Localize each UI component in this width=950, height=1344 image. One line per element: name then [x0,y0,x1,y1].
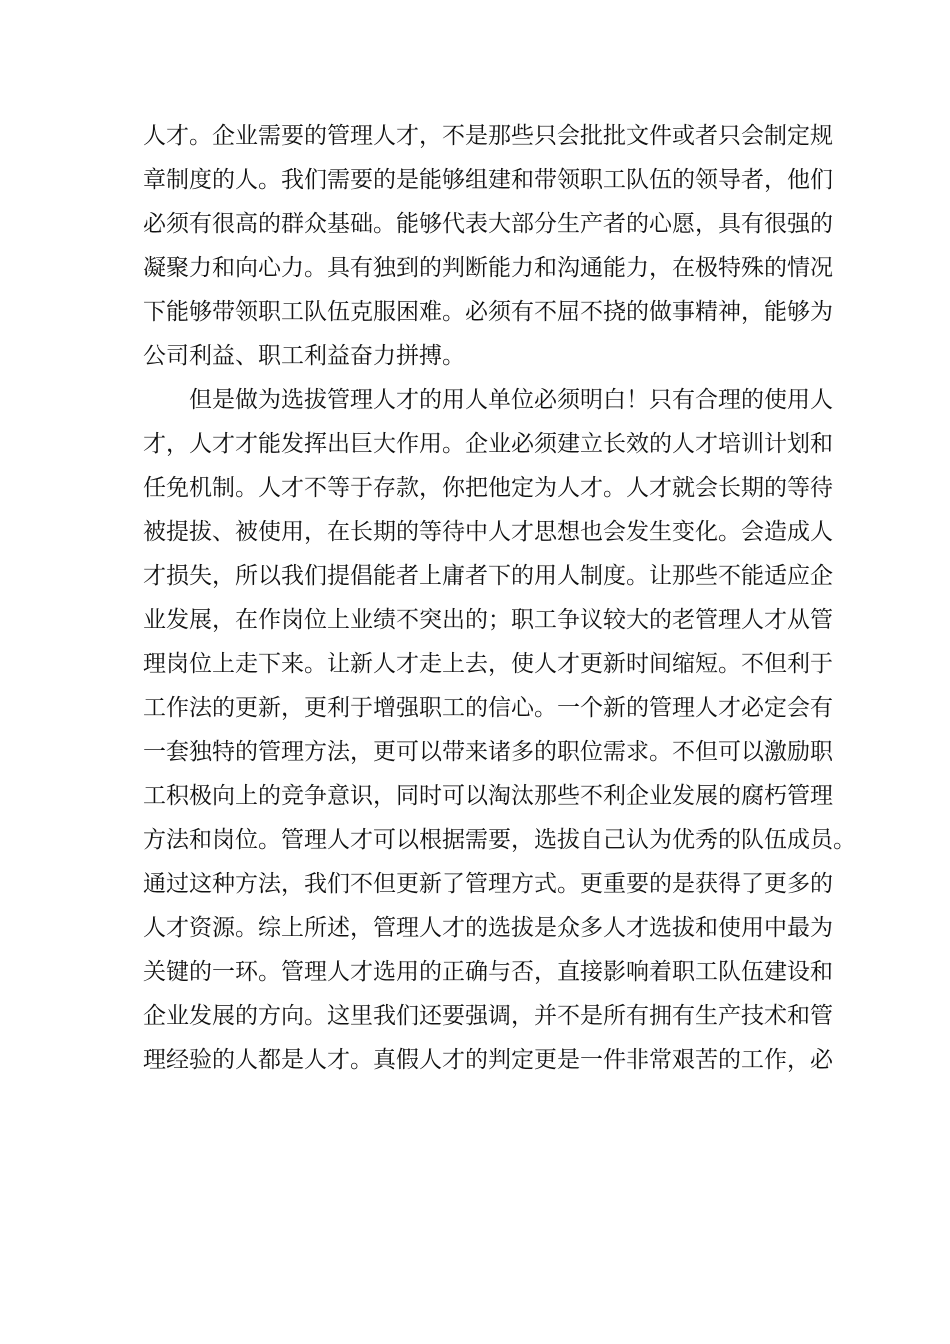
text-line: 企业发展的方向。这里我们还要强调，并不是所有拥有生产技术和管 [143,1003,833,1029]
text-line: 人才资源。综上所述，管理人才的选拔是众多人才选拔和使用中最为 [143,915,833,941]
text-line: 工作法的更新，更利于增强职工的信心。一个新的管理人才必定会有 [143,695,833,721]
text-line: 通过这种方法，我们不但更新了管理方式。更重要的是获得了更多的 [143,871,833,897]
text-line: 一套独特的管理方法，更可以带来诸多的职位需求。不但可以激励职 [143,739,833,765]
text-line: 业发展，在作岗位上业绩不突出的；职工争议较大的老管理人才从管 [143,607,833,633]
text-line: 理经验的人都是人才。真假人才的判定更是一件非常艰苦的工作，必 [143,1047,833,1073]
text-line: 必须有很高的群众基础。能够代表大部分生产者的心愿，具有很强的 [143,211,833,237]
text-line: 公司利益、职工利益奋力拼搏。 [143,343,465,369]
text-line: 章制度的人。我们需要的是能够组建和带领职工队伍的领导者，他们 [143,167,833,193]
body-text [143,114,856,1082]
text-line: 被提拔、被使用，在长期的等待中人才思想也会发生变化。会造成人 [143,519,833,545]
text-line: 凝聚力和向心力。具有独到的判断能力和沟通能力，在极特殊的情况 [143,255,833,281]
text-line: 下能够带领职工队伍克服困难。必须有不屈不挠的做事精神，能够为 [143,299,833,325]
text-line: 但是做为选拔管理人才的用人单位必须明白！只有合理的使用人 [189,387,833,413]
text-line: 才，人才才能发挥出巨大作用。企业必须建立长效的人才培训计划和 [143,431,833,457]
text-line: 关键的一环。管理人才选用的正确与否，直接影响着职工队伍建设和 [143,959,833,985]
paragraph-2 [143,378,856,1082]
text-line: 任免机制。人才不等于存款，你把他定为人才。人才就会长期的等待 [143,475,833,501]
text-line: 才损失，所以我们提倡能者上庸者下的用人制度。让那些不能适应企 [143,563,833,589]
text-line: 方法和岗位。管理人才可以根据需要，选拔自己认为优秀的队伍成员。 [143,827,856,853]
paragraph-1 [143,114,833,378]
text-line: 人才。企业需要的管理人才，不是那些只会批批文件或者只会制定规 [143,123,833,149]
text-line: 理岗位上走下来。让新人才走上去，使人才更新时间缩短。不但利于 [143,651,833,677]
text-line: 工积极向上的竞争意识，同时可以淘汰那些不利企业发展的腐朽管理 [143,783,833,809]
